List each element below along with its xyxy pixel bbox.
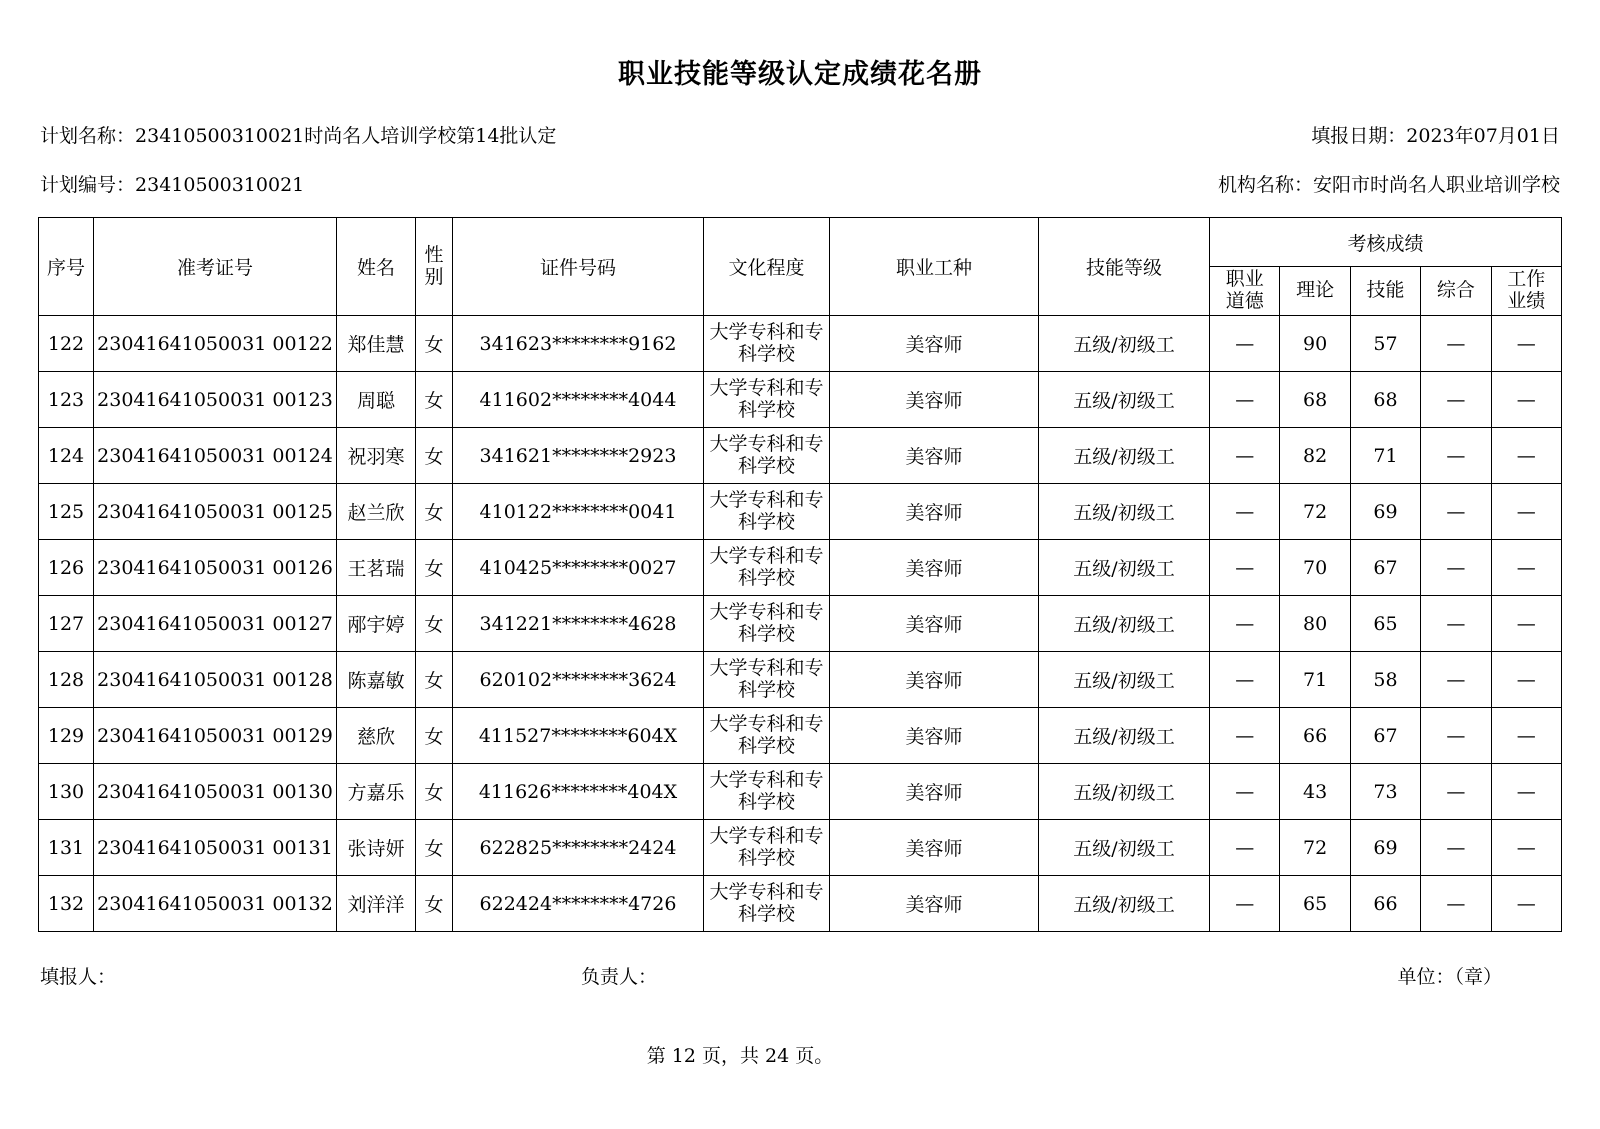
cell-seq: 123 — [39, 372, 94, 428]
page-number: 第 12 页，共 24 页。 — [646, 1045, 834, 1067]
organization-value: 安阳市时尚名人职业培训学校 — [1312, 174, 1560, 196]
header-education: 文化程度 — [704, 218, 830, 316]
table-row — [39, 820, 1562, 876]
meta-row-plan — [38, 121, 1562, 148]
cell-ticket: 23041641050031 00128 — [94, 652, 337, 708]
cell-id: 411527********604X — [453, 708, 704, 764]
plan-number-value: 23410500310021 — [135, 174, 305, 196]
cell-education: 大学专科和专科学校 — [704, 372, 830, 428]
cell-education: 大学专科和专科学校 — [704, 820, 830, 876]
cell-id: 622424********4726 — [453, 876, 704, 932]
cell-seq: 132 — [39, 876, 94, 932]
cell-name: 王茗瑞 — [337, 540, 416, 596]
cell-ethics: — — [1210, 484, 1280, 540]
cell-job: 美容师 — [830, 428, 1039, 484]
cell-id: 411626********404X — [453, 764, 704, 820]
cell-name: 慈欣 — [337, 708, 416, 764]
header-score-skill: 技能 — [1350, 267, 1420, 316]
cell-theory: 72 — [1280, 820, 1350, 876]
cell-skill: 68 — [1350, 372, 1420, 428]
cell-level: 五级/初级工 — [1039, 876, 1210, 932]
filler-label: 填报人： — [40, 966, 117, 988]
cell-seq: 124 — [39, 428, 94, 484]
cell-level: 五级/初级工 — [1039, 372, 1210, 428]
cell-level: 五级/初级工 — [1039, 428, 1210, 484]
cell-level: 五级/初级工 — [1039, 316, 1210, 372]
cell-theory: 90 — [1280, 316, 1350, 372]
cell-name: 刘洋洋 — [337, 876, 416, 932]
cell-performance: — — [1491, 820, 1561, 876]
cell-job: 美容师 — [830, 540, 1039, 596]
cell-education: 大学专科和专科学校 — [704, 540, 830, 596]
cell-sex: 女 — [416, 484, 453, 540]
header-ticket: 准考证号 — [94, 218, 337, 316]
cell-id: 341623********9162 — [453, 316, 704, 372]
cell-sex: 女 — [416, 540, 453, 596]
cell-name: 方嘉乐 — [337, 764, 416, 820]
cell-theory: 82 — [1280, 428, 1350, 484]
cell-performance: — — [1491, 652, 1561, 708]
cell-education: 大学专科和专科学校 — [704, 876, 830, 932]
cell-ethics: — — [1210, 764, 1280, 820]
cell-ticket: 23041641050031 00126 — [94, 540, 337, 596]
signature-row — [38, 962, 1562, 989]
cell-skill: 58 — [1350, 652, 1420, 708]
cell-ticket: 23041641050031 00124 — [94, 428, 337, 484]
plan-name-label: 计划名称： — [40, 125, 136, 147]
cell-theory: 65 — [1280, 876, 1350, 932]
cell-sex: 女 — [416, 820, 453, 876]
meta-row-org — [38, 170, 1562, 197]
cell-comprehensive: — — [1421, 652, 1491, 708]
cell-ticket: 23041641050031 00130 — [94, 764, 337, 820]
cell-ethics: — — [1210, 372, 1280, 428]
cell-level: 五级/初级工 — [1039, 708, 1210, 764]
cell-job: 美容师 — [830, 764, 1039, 820]
cell-sex: 女 — [416, 652, 453, 708]
table-row — [39, 316, 1562, 372]
cell-sex: 女 — [416, 764, 453, 820]
cell-level: 五级/初级工 — [1039, 764, 1210, 820]
cell-job: 美容师 — [830, 316, 1039, 372]
cell-performance: — — [1491, 428, 1561, 484]
cell-ticket: 23041641050031 00125 — [94, 484, 337, 540]
cell-seq: 127 — [39, 596, 94, 652]
header-name: 姓名 — [337, 218, 416, 316]
header-sex: 性 别 — [416, 218, 453, 316]
cell-skill: 73 — [1350, 764, 1420, 820]
cell-name: 郑佳慧 — [337, 316, 416, 372]
cell-education: 大学专科和专科学校 — [704, 652, 830, 708]
report-date — [1311, 121, 1560, 148]
cell-skill: 69 — [1350, 484, 1420, 540]
cell-skill: 67 — [1350, 708, 1420, 764]
cell-performance: — — [1491, 708, 1561, 764]
cell-theory: 71 — [1280, 652, 1350, 708]
table-row — [39, 652, 1562, 708]
cell-comprehensive: — — [1421, 764, 1491, 820]
cell-comprehensive: — — [1421, 596, 1491, 652]
cell-id: 410122********0041 — [453, 484, 704, 540]
header-job: 职业工种 — [830, 218, 1039, 316]
organization — [1218, 170, 1560, 197]
cell-ethics: — — [1210, 428, 1280, 484]
table-row — [39, 708, 1562, 764]
cell-performance: — — [1491, 484, 1561, 540]
cell-comprehensive: — — [1421, 540, 1491, 596]
cell-id: 620102********3624 — [453, 652, 704, 708]
cell-job: 美容师 — [830, 876, 1039, 932]
cell-education: 大学专科和专科学校 — [704, 764, 830, 820]
table-row — [39, 540, 1562, 596]
cell-level: 五级/初级工 — [1039, 596, 1210, 652]
cell-level: 五级/初级工 — [1039, 540, 1210, 596]
table-row — [39, 764, 1562, 820]
header-score-comprehensive: 综合 — [1421, 267, 1491, 316]
cell-job: 美容师 — [830, 372, 1039, 428]
table-row — [39, 372, 1562, 428]
cell-performance: — — [1491, 764, 1561, 820]
header-id: 证件号码 — [453, 218, 704, 316]
cell-seq: 131 — [39, 820, 94, 876]
cell-education: 大学专科和专科学校 — [704, 596, 830, 652]
table-row — [39, 484, 1562, 540]
cell-sex: 女 — [416, 428, 453, 484]
cell-ticket: 23041641050031 00129 — [94, 708, 337, 764]
cell-comprehensive: — — [1421, 428, 1491, 484]
cell-skill: 71 — [1350, 428, 1420, 484]
cell-performance: — — [1491, 540, 1561, 596]
table-row — [39, 596, 1562, 652]
plan-name — [40, 121, 556, 148]
table-header — [39, 218, 1562, 316]
cell-performance: — — [1491, 372, 1561, 428]
cell-theory: 43 — [1280, 764, 1350, 820]
cell-sex: 女 — [416, 596, 453, 652]
page-title: 职业技能等级认定成绩花名册 — [618, 59, 982, 90]
plan-number-label: 计划编号： — [40, 174, 136, 196]
cell-comprehensive: — — [1421, 372, 1491, 428]
cell-level: 五级/初级工 — [1039, 652, 1210, 708]
cell-name: 陈嘉敏 — [337, 652, 416, 708]
cell-job: 美容师 — [830, 596, 1039, 652]
cell-ethics: — — [1210, 708, 1280, 764]
cell-ethics: — — [1210, 652, 1280, 708]
cell-education: 大学专科和专科学校 — [704, 484, 830, 540]
cell-theory: 72 — [1280, 484, 1350, 540]
header-level: 技能等级 — [1039, 218, 1210, 316]
plan-name-value: 23410500310021时尚名人培训学校第14批认定 — [135, 125, 557, 147]
cell-skill: 66 — [1350, 876, 1420, 932]
cell-ticket: 23041641050031 00131 — [94, 820, 337, 876]
header-score-ethics: 职业 道德 — [1210, 267, 1280, 316]
cell-seq: 126 — [39, 540, 94, 596]
cell-name: 赵兰欣 — [337, 484, 416, 540]
cell-ethics: — — [1210, 820, 1280, 876]
cell-comprehensive: — — [1421, 820, 1491, 876]
cell-sex: 女 — [416, 372, 453, 428]
cell-ticket: 23041641050031 00123 — [94, 372, 337, 428]
plan-number — [40, 170, 304, 197]
cell-comprehensive: — — [1421, 708, 1491, 764]
cell-sex: 女 — [416, 876, 453, 932]
cell-comprehensive: — — [1421, 484, 1491, 540]
cell-id: 622825********2424 — [453, 820, 704, 876]
cell-skill: 67 — [1350, 540, 1420, 596]
cell-name: 祝羽寒 — [337, 428, 416, 484]
unit-label: 单位：（章） — [1397, 966, 1502, 988]
report-date-label: 填报日期： — [1311, 125, 1407, 147]
cell-level: 五级/初级工 — [1039, 484, 1210, 540]
cell-seq: 128 — [39, 652, 94, 708]
cell-skill: 65 — [1350, 596, 1420, 652]
cell-id: 341621********2923 — [453, 428, 704, 484]
cell-job: 美容师 — [830, 484, 1039, 540]
cell-name: 邴宇婷 — [337, 596, 416, 652]
cell-education: 大学专科和专科学校 — [704, 428, 830, 484]
cell-performance: — — [1491, 316, 1561, 372]
organization-label: 机构名称： — [1217, 174, 1313, 196]
header-seq: 序号 — [39, 218, 94, 316]
cell-theory: 66 — [1280, 708, 1350, 764]
cell-job: 美容师 — [830, 820, 1039, 876]
cell-seq: 130 — [39, 764, 94, 820]
table-body — [39, 316, 1562, 932]
cell-level: 五级/初级工 — [1039, 820, 1210, 876]
cell-skill: 69 — [1350, 820, 1420, 876]
manager-label: 负责人： — [580, 966, 657, 988]
cell-education: 大学专科和专科学校 — [704, 708, 830, 764]
cell-job: 美容师 — [830, 652, 1039, 708]
table-row — [39, 428, 1562, 484]
cell-ethics: — — [1210, 316, 1280, 372]
cell-education: 大学专科和专科学校 — [704, 316, 830, 372]
cell-name: 周聪 — [337, 372, 416, 428]
cell-comprehensive: — — [1421, 316, 1491, 372]
cell-theory: 70 — [1280, 540, 1350, 596]
cell-sex: 女 — [416, 316, 453, 372]
cell-ethics: — — [1210, 540, 1280, 596]
cell-comprehensive: — — [1421, 876, 1491, 932]
cell-performance: — — [1491, 596, 1561, 652]
cell-skill: 57 — [1350, 316, 1420, 372]
roster-table — [38, 217, 1562, 932]
cell-ticket: 23041641050031 00127 — [94, 596, 337, 652]
cell-theory: 68 — [1280, 372, 1350, 428]
cell-ethics: — — [1210, 596, 1280, 652]
cell-id: 411602********4044 — [453, 372, 704, 428]
table-row — [39, 876, 1562, 932]
header-row-main — [39, 218, 1562, 267]
report-date-value: 2023年07月01日 — [1406, 125, 1560, 147]
cell-seq: 129 — [39, 708, 94, 764]
cell-name: 张诗妍 — [337, 820, 416, 876]
cell-ethics: — — [1210, 876, 1280, 932]
header-score-theory: 理论 — [1280, 267, 1350, 316]
header-score-group: 考核成绩 — [1210, 218, 1562, 267]
cell-job: 美容师 — [830, 708, 1039, 764]
cell-id: 410425********0027 — [453, 540, 704, 596]
cell-sex: 女 — [416, 708, 453, 764]
cell-seq: 122 — [39, 316, 94, 372]
cell-performance: — — [1491, 876, 1561, 932]
header-score-performance: 工作 业绩 — [1491, 267, 1561, 316]
cell-id: 341221********4628 — [453, 596, 704, 652]
cell-ticket: 23041641050031 00122 — [94, 316, 337, 372]
cell-ticket: 23041641050031 00132 — [94, 876, 337, 932]
cell-seq: 125 — [39, 484, 94, 540]
cell-theory: 80 — [1280, 596, 1350, 652]
